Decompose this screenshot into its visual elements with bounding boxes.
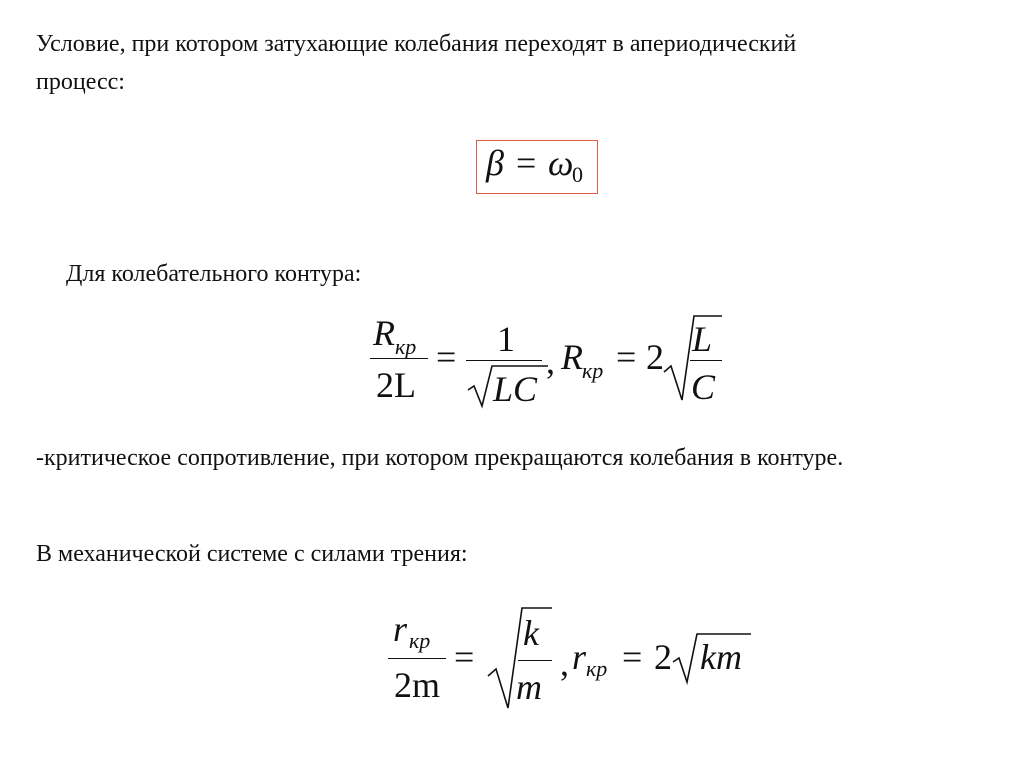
root-fraction-bar	[690, 360, 722, 361]
intro-line-2: процесс:	[36, 69, 125, 95]
omega-symbol: ω	[548, 143, 574, 183]
circuit-coefficient: 2	[646, 337, 664, 377]
beta-symbol: β	[486, 143, 504, 183]
mech-frac-bar	[388, 658, 446, 659]
intro-line-1: Условие, при котором затухающие колебания переходят в апериодический	[36, 31, 797, 57]
root-numerator: L	[692, 319, 713, 359]
mech-root-numerator: k	[523, 613, 539, 653]
circuit-comma: ,	[546, 341, 555, 381]
frac1-denominator: 2L	[376, 365, 416, 405]
mech-frac-numerator: r	[393, 609, 408, 649]
r-critical-symbol: R	[561, 337, 583, 377]
frac1-numerator: R	[373, 313, 395, 353]
mech-equals-1: =	[454, 637, 475, 677]
mech-root-fraction-bar	[518, 660, 552, 661]
mech-frac-denominator: 2m	[394, 665, 441, 705]
circuit-equals-2: =	[616, 337, 637, 377]
mech-root-denominator: m	[516, 667, 542, 707]
sqrt-lc-radical	[466, 364, 496, 408]
mech-frac-numerator-subscript: кр	[409, 628, 431, 653]
omega-subscript: 0	[572, 162, 583, 187]
mech-equals-2: =	[622, 637, 643, 677]
frac1-numerator-subscript: кр	[395, 334, 417, 359]
frac2-bar	[466, 360, 542, 361]
r-critical-subscript: кр	[582, 358, 604, 383]
mech-comma: ,	[560, 643, 569, 683]
frac2-numerator: 1	[497, 319, 515, 359]
mech-root-km: km	[700, 637, 742, 677]
critical-note: -критическое сопротивление, при котором прекращаются колебания в контуре.	[36, 445, 844, 471]
mech-label: В механической системе с силами трения:	[36, 541, 468, 567]
mech-r-critical-symbol: r	[572, 637, 587, 677]
circuit-equals-1: =	[436, 337, 457, 377]
frac2-denominator: LC	[493, 369, 538, 409]
condition-equals: =	[516, 143, 537, 183]
mech-coefficient: 2	[654, 637, 672, 677]
frac1-bar	[370, 358, 428, 359]
root-denominator: C	[691, 367, 716, 407]
mech-r-critical-subscript: кр	[586, 656, 608, 681]
circuit-label: Для колебательного контура:	[66, 261, 362, 287]
